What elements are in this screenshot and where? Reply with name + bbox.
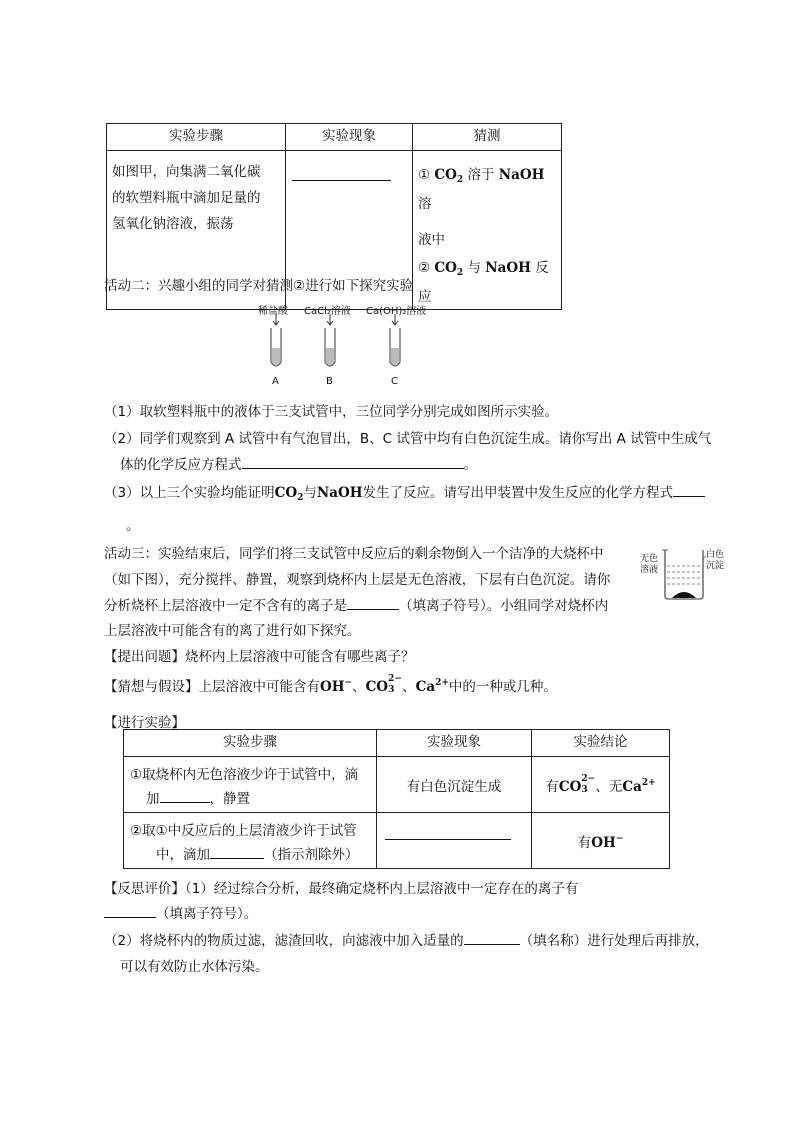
t2-row2-conclusion: 有OH− xyxy=(532,813,670,869)
reagent-label-c: Ca(OH)₂溶液 xyxy=(366,306,427,317)
q2-equation-blank[interactable] xyxy=(242,454,464,469)
ion-not-present-blank[interactable] xyxy=(347,595,399,610)
t2-row1-step-line-1: ①取烧杯内无色溶液少许于试管中，滴 xyxy=(130,767,359,783)
activity-3-line-3: 分析烧杯上层溶液中一定不含有的离子是 （填离子符号）。小组同学对烧杯内 xyxy=(104,594,608,614)
guess-1: ① $CO_2$ 溶于 NaOH 溶 xyxy=(418,167,545,212)
t2-header-conclusion: 实验结论 xyxy=(532,730,670,757)
t2-row1-step-line-2: 加 ，静置 xyxy=(130,787,376,811)
tube-label-b: B xyxy=(326,376,333,387)
activity-3-line-1: 活动三：实验结束后，同学们将三支试管中反应后的剩余物倒入一个洁净的大烧杯中 xyxy=(104,546,604,562)
table-2 xyxy=(123,729,670,869)
t2-row2-phenomenon xyxy=(377,813,532,869)
treatment-reagent-blank[interactable] xyxy=(464,930,520,945)
t1-step-line: 氢氧化钠溶液，振荡 xyxy=(112,216,234,232)
t2-row2-step-line-1: ②取①中反应后的上层清液少许于试管 xyxy=(130,823,357,839)
t2-row1-step xyxy=(124,757,377,813)
t1-step-line: 如图甲，向集满二氧化碳 xyxy=(112,164,261,180)
t1-header-step: 实验步骤 xyxy=(107,124,286,151)
t2-row2-step-line-2: 中，滴加 （指示剂除外） xyxy=(130,843,376,867)
question-2-line-2: 体的化学反应方程式 。 xyxy=(120,453,477,473)
activity-2-title: 活动二：兴趣小组的同学对猜测②进行如下探究实验 xyxy=(104,278,414,294)
test-tube-a xyxy=(271,328,281,366)
test-tubes-figure xyxy=(240,300,440,390)
guess-2: ② $CO_2$ 与 NaOH 反应 xyxy=(418,260,549,305)
beaker-svg xyxy=(662,546,706,602)
t1-step-line: 的软塑料瓶中滴加足量的 xyxy=(112,190,261,206)
question-1: （1）取软塑料瓶中的液体于三支试管中，三位同学分别完成如图所示实验。 xyxy=(104,404,559,420)
test-tube-b xyxy=(325,328,335,366)
reflection-line-4: 可以有效防止水体污染。 xyxy=(120,959,269,975)
t2-row1-conclusion: 有CO 2− 3 、无$Ca^{2+}$ xyxy=(532,757,670,813)
reflection-line-1: 【反思评价】（1）经过综合分析，最终确定烧杯内上层溶液中一定存在的离子有 xyxy=(104,881,579,897)
guess-1-continued: 液中 xyxy=(418,232,445,248)
test-tubes-svg xyxy=(240,312,440,372)
t1-header-guess: 猜测 xyxy=(413,124,562,151)
question-heading: 【提出问题】烧杯内上层溶液中可能含有哪些离子？ xyxy=(104,649,415,665)
tube-label-c: C xyxy=(391,376,398,387)
t1-phenomenon-blank[interactable] xyxy=(292,166,391,181)
hypothesis: 【猜想与假设】上层溶液中可能含有OH−、CO 2− 3 、$Ca^{2+}$中的一种或几种。 xyxy=(104,674,557,695)
activity-3-line-2: （如下图），充分搅拌、静置，观察到烧杯内上层是无色溶液，下层有白色沉淀。请你 xyxy=(104,572,611,588)
q3-equation-blank[interactable] xyxy=(673,482,705,497)
t2-header-step: 实验步骤 xyxy=(124,730,377,757)
test-tube-c xyxy=(390,328,400,366)
solution-lines xyxy=(667,566,701,584)
reagent-label-a: 稀盐酸 xyxy=(258,306,288,317)
precipitate xyxy=(672,592,696,598)
reagent-blank-2[interactable] xyxy=(210,844,264,859)
beaker-figure xyxy=(636,546,730,608)
dropper-arrow-a xyxy=(273,314,279,325)
ions-present-blank[interactable] xyxy=(104,903,156,918)
question-2-line-1: （2）同学们观察到 A 试管中有气泡冒出，B、C 试管中均有白色沉淀生成。请你写出 A 试管中生成气 xyxy=(104,431,712,447)
question-3: （3）以上三个实验均能证明$CO_2$与NaOH发生了反应。请写出甲装置中发生反应的化学方程式 xyxy=(104,481,705,503)
question-3-end: 。 xyxy=(126,518,140,534)
reagent-label-b: CaCl₂溶液 xyxy=(304,306,351,317)
reflection-line-2: （填离子符号）。 xyxy=(104,902,257,922)
t2-row1-phenomenon: 有白色沉淀生成 xyxy=(377,757,532,813)
t1-guess-cell xyxy=(413,151,562,310)
activity-3-line-4: 上层溶液中可能含有的离了进行如下探究。 xyxy=(104,623,361,639)
dropper-arrow-c xyxy=(392,314,398,325)
t1-header-phenomenon: 实验现象 xyxy=(286,124,413,151)
tube-label-a: A xyxy=(272,376,279,387)
experiment-heading: 【进行实验】 xyxy=(104,715,185,731)
t2-phenomenon-blank[interactable] xyxy=(385,825,511,840)
t2-row2-step xyxy=(124,813,377,869)
beaker-label-solution: 无色 溶液 xyxy=(640,554,659,575)
dropper-arrow-b xyxy=(327,314,333,325)
reflection-line-3: （2）将烧杯内的物质过滤，滤渣回收，向滤液中加入适量的 （填名称）进行处理后再排放， xyxy=(104,929,709,949)
t2-header-phenomenon: 实验现象 xyxy=(377,730,532,757)
beaker-label-precipitate: 白色 沉淀 xyxy=(706,550,725,571)
reagent-blank-1[interactable] xyxy=(160,788,210,803)
